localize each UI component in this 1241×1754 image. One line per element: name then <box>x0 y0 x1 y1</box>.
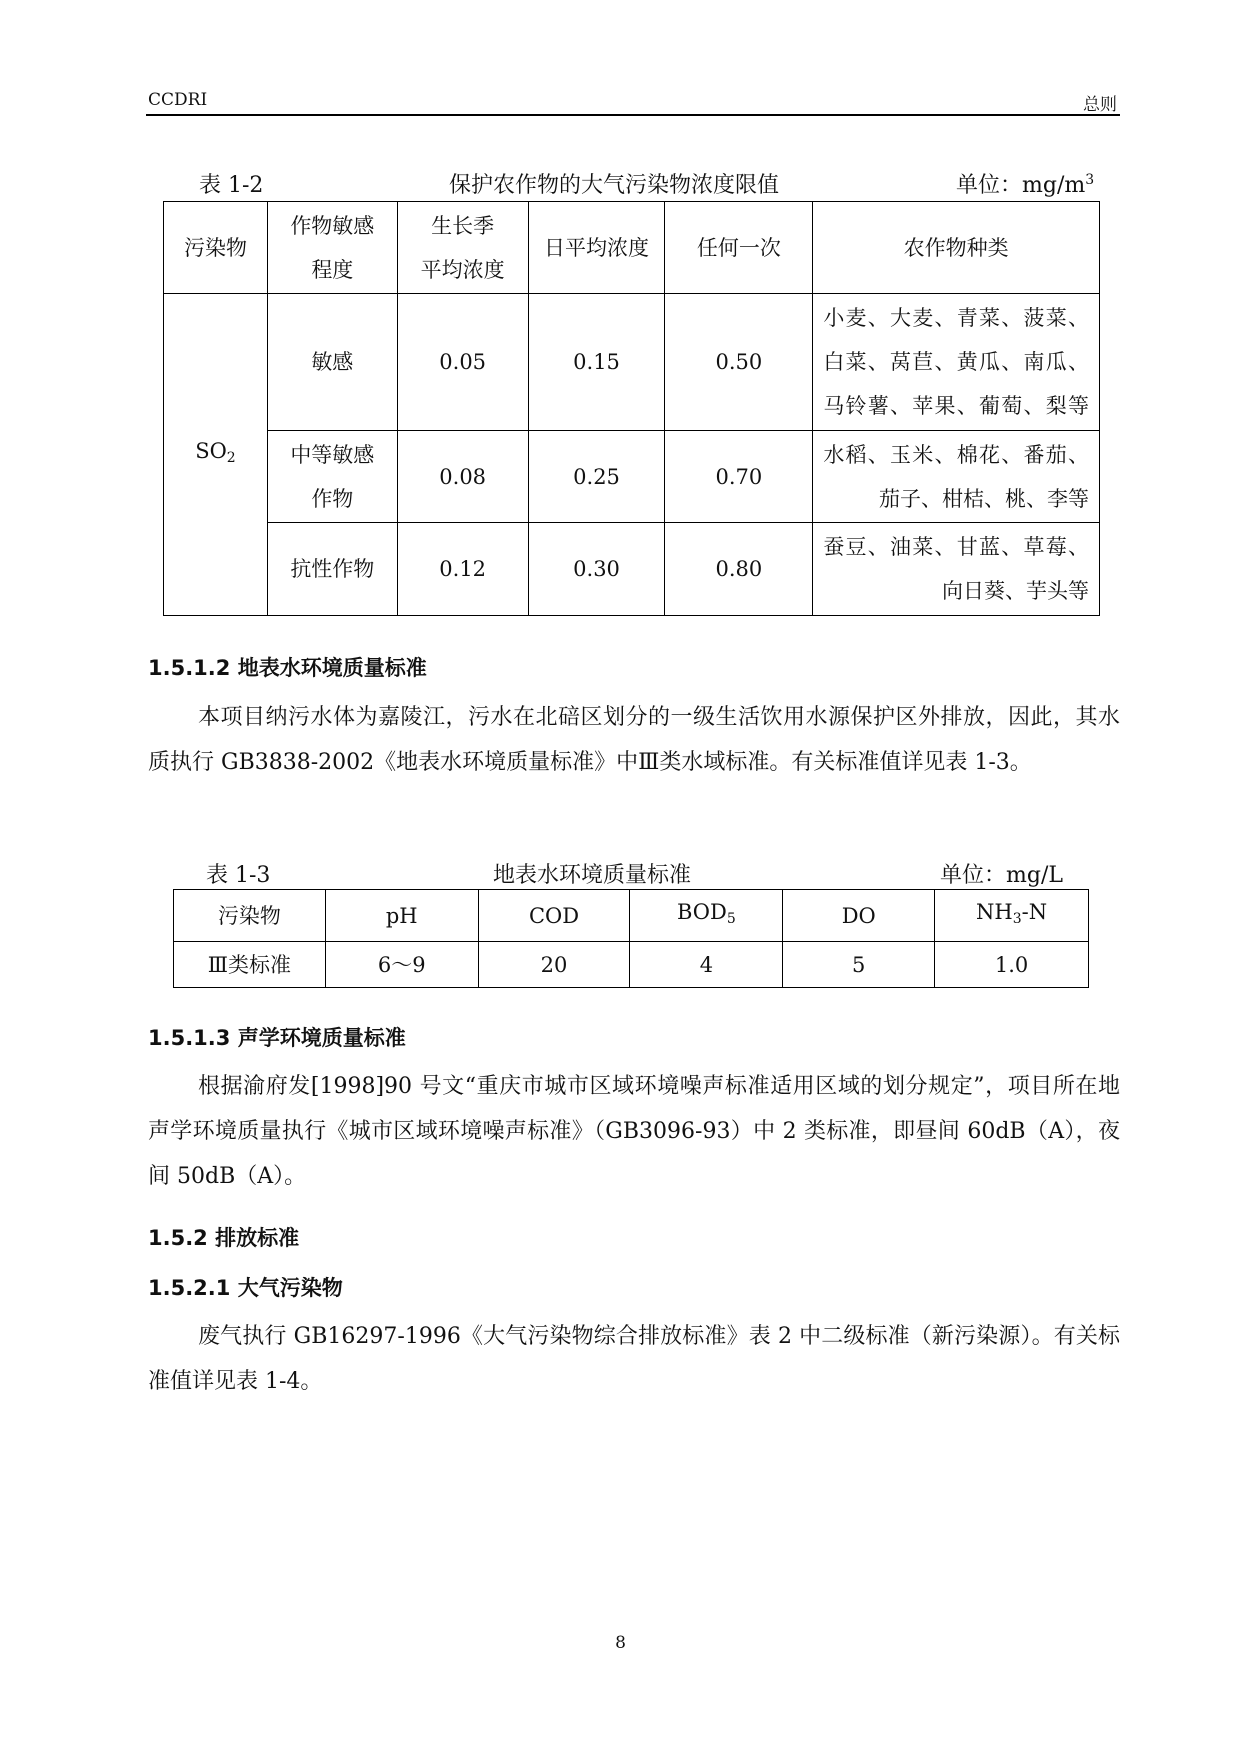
heading-1521: 1.5.2.1 大气污染物 <box>148 1276 343 1300</box>
cell-do: 5 <box>783 942 935 988</box>
cell-nh3n: 1.0 <box>935 942 1089 988</box>
paragraph-1512: 本项目纳污水体为嘉陵江，污水在北碚区划分的一级生活饮用水源保护区外排放，因此，其水质执行 GB3838-2002《地表水环境质量标准》中Ⅲ类水域标准。有关标准值详见表 1-3。 <box>148 705 1120 775</box>
header-daily-avg: 日平均浓度 <box>528 202 665 294</box>
cell-bod5: 4 <box>630 942 783 988</box>
cell-once: 0.80 <box>665 523 813 616</box>
cell-daily: 0.30 <box>528 523 665 616</box>
cell-level: 抗性作物 <box>267 523 397 616</box>
table-row <box>164 431 1100 523</box>
cell-crops: 小麦、大麦、青菜、菠菜、 白菜、莴苣、黄瓜、南瓜、 马铃薯、苹果、葡萄、梨等 <box>813 294 1100 431</box>
table-1-3-unit: 单位：mg/L <box>940 863 1063 888</box>
cell-level: 敏感 <box>267 294 397 431</box>
cell-ph: 6～9 <box>325 942 478 988</box>
header-rule <box>146 114 1120 116</box>
running-header-right: 总则 <box>1083 95 1117 115</box>
cell-once: 0.50 <box>665 294 813 431</box>
cell-daily: 0.15 <box>528 294 665 431</box>
table-1-2 <box>163 201 1100 616</box>
cell-crops: 水稻、玉米、棉花、番茄、 茄子、柑桔、桃、李等 <box>813 431 1100 523</box>
paragraph-1513: 根据渝府发[1998]90 号文“重庆市城市区域环境噪声标准适用区域的划分规定”，项目所在地声学环境质量执行《城市区域环境噪声标准》（GB3096-93）中 2 类标准，即昼间 60dB（A），夜间 50dB（A）。 <box>148 1074 1120 1189</box>
page-number: 8 <box>615 1633 626 1653</box>
pollutant-so2: $SO_2$ <box>164 294 268 616</box>
header-do: DO <box>783 890 935 942</box>
header-bod5: $BOD_5$ <box>630 890 783 942</box>
header-pollutant: 污染物 <box>174 890 326 942</box>
cell-once: 0.70 <box>665 431 813 523</box>
header-nh3n: $NH_3-N$ <box>935 890 1089 942</box>
cell-season: 0.12 <box>397 523 528 616</box>
cell-cod: 20 <box>478 942 630 988</box>
table-1-2-number: 表 1-2 <box>199 173 264 198</box>
header-ph: pH <box>325 890 478 942</box>
cell-daily: 0.25 <box>528 431 665 523</box>
table-1-2-title: 保护农作物的大气污染物浓度限值 <box>449 173 780 198</box>
header-cod: COD <box>478 890 630 942</box>
header-pollutant: 污染物 <box>164 202 268 294</box>
cell-level: 中等敏感 作物 <box>267 431 397 523</box>
heading-1512: 1.5.1.2 地表水环境质量标准 <box>148 656 427 680</box>
cell-class-label: Ⅲ类标准 <box>174 942 326 988</box>
table-1-3 <box>173 889 1089 988</box>
table-row <box>174 942 1089 988</box>
cell-season: 0.05 <box>397 294 528 431</box>
header-sensitivity: 作物敏感 程度 <box>267 202 397 294</box>
table-row <box>164 523 1100 616</box>
table-header-row <box>174 890 1089 942</box>
cell-season: 0.08 <box>397 431 528 523</box>
header-once: 任何一次 <box>665 202 813 294</box>
paragraph-1521: 废气执行 GB16297-1996《大气污染物综合排放标准》表 2 中二级标准（新污染源）。有关标准值详见表 1-4。 <box>148 1324 1120 1394</box>
table-1-3-title: 地表水环境质量标准 <box>493 863 692 888</box>
heading-1513: 1.5.1.3 声学环境质量标准 <box>148 1026 406 1050</box>
heading-152: 1.5.2 排放标准 <box>148 1226 300 1250</box>
table-header-row <box>164 202 1100 294</box>
table-row <box>164 294 1100 431</box>
header-crops: 农作物种类 <box>813 202 1100 294</box>
table-1-3-number: 表 1-3 <box>206 863 271 888</box>
table-1-2-unit: 单位：$mg/m^3$ <box>956 172 1095 198</box>
header-season-avg: 生长季 平均浓度 <box>397 202 528 294</box>
cell-crops: 蚕豆、油菜、甘蓝、草莓、 向日葵、芋头等 <box>813 523 1100 616</box>
running-header-left: CCDRI <box>148 90 208 110</box>
